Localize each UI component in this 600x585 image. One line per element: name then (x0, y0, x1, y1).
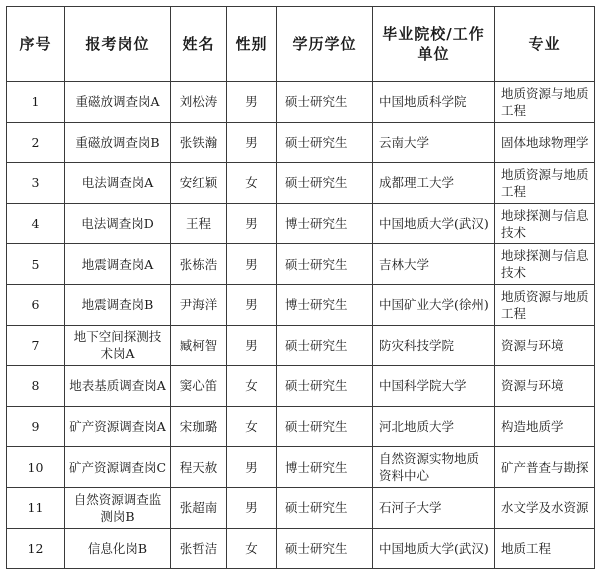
gender-cell: 男 (227, 284, 277, 325)
name-cell: 宋珈璐 (171, 406, 227, 447)
header-school: 毕业院校/工作单位 (373, 7, 495, 82)
table-body (7, 82, 595, 569)
major-cell: 资源与环境 (495, 325, 595, 366)
degree-cell: 硕士研究生 (277, 82, 373, 123)
row-number: 8 (7, 366, 65, 407)
name-cell: 尹海洋 (171, 284, 227, 325)
position-cell: 矿产资源调查岗A (65, 406, 171, 447)
degree-cell: 硕士研究生 (277, 528, 373, 569)
row-number: 6 (7, 284, 65, 325)
major-cell: 地质资源与地质工程 (495, 82, 595, 123)
gender-cell: 男 (227, 122, 277, 163)
table-row (7, 528, 595, 569)
degree-cell: 博士研究生 (277, 203, 373, 244)
position-cell: 自然资源调查监测岗B (65, 487, 171, 528)
gender-cell: 男 (227, 82, 277, 123)
degree-cell: 博士研究生 (277, 447, 373, 488)
major-cell: 地质资源与地质工程 (495, 163, 595, 204)
gender-cell: 女 (227, 406, 277, 447)
major-cell: 地球探测与信息技术 (495, 203, 595, 244)
header-no: 序号 (7, 7, 65, 82)
position-cell: 电法调查岗D (65, 203, 171, 244)
row-number: 5 (7, 244, 65, 285)
table-row (7, 487, 595, 528)
gender-cell: 女 (227, 528, 277, 569)
table-row (7, 203, 595, 244)
position-cell: 重磁放调查岗B (65, 122, 171, 163)
major-cell: 构造地质学 (495, 406, 595, 447)
table-row (7, 325, 595, 366)
major-cell: 资源与环境 (495, 366, 595, 407)
gender-cell: 男 (227, 487, 277, 528)
position-cell: 地震调查岗A (65, 244, 171, 285)
school-cell: 中国地质大学(武汉) (373, 203, 495, 244)
position-cell: 地下空间探测技术岗A (65, 325, 171, 366)
header-major: 专业 (495, 7, 595, 82)
degree-cell: 博士研究生 (277, 284, 373, 325)
degree-cell: 硕士研究生 (277, 406, 373, 447)
major-cell: 矿产普查与勘探 (495, 447, 595, 488)
name-cell: 张铁瀚 (171, 122, 227, 163)
table-row (7, 284, 595, 325)
school-cell: 中国地质科学院 (373, 82, 495, 123)
row-number: 11 (7, 487, 65, 528)
header-row (7, 7, 595, 82)
row-number: 3 (7, 163, 65, 204)
gender-cell: 女 (227, 163, 277, 204)
name-cell: 程天赦 (171, 447, 227, 488)
degree-cell: 硕士研究生 (277, 487, 373, 528)
table-row (7, 406, 595, 447)
row-number: 1 (7, 82, 65, 123)
degree-cell: 硕士研究生 (277, 366, 373, 407)
gender-cell: 男 (227, 325, 277, 366)
degree-cell: 硕士研究生 (277, 163, 373, 204)
school-cell: 吉林大学 (373, 244, 495, 285)
name-cell: 安红颖 (171, 163, 227, 204)
name-cell: 窦心笛 (171, 366, 227, 407)
major-cell: 地球探测与信息技术 (495, 244, 595, 285)
header-post: 报考岗位 (65, 7, 171, 82)
major-cell: 固体地球物理学 (495, 122, 595, 163)
major-cell: 水文学及水资源 (495, 487, 595, 528)
position-cell: 地震调查岗B (65, 284, 171, 325)
table-row (7, 244, 595, 285)
position-cell: 地表基质调查岗A (65, 366, 171, 407)
table-row (7, 447, 595, 488)
position-cell: 重磁放调查岗A (65, 82, 171, 123)
name-cell: 刘松涛 (171, 82, 227, 123)
row-number: 4 (7, 203, 65, 244)
gender-cell: 男 (227, 447, 277, 488)
table-row (7, 122, 595, 163)
header-name: 姓名 (171, 7, 227, 82)
candidate-table (6, 6, 595, 569)
row-number: 12 (7, 528, 65, 569)
major-cell: 地质资源与地质工程 (495, 284, 595, 325)
name-cell: 王程 (171, 203, 227, 244)
row-number: 9 (7, 406, 65, 447)
school-cell: 防灾科技学院 (373, 325, 495, 366)
school-cell: 河北地质大学 (373, 406, 495, 447)
gender-cell: 男 (227, 203, 277, 244)
name-cell: 张超南 (171, 487, 227, 528)
table-header (7, 7, 595, 82)
row-number: 7 (7, 325, 65, 366)
position-cell: 信息化岗B (65, 528, 171, 569)
school-cell: 中国矿业大学(徐州) (373, 284, 495, 325)
major-cell: 地质工程 (495, 528, 595, 569)
school-cell: 石河子大学 (373, 487, 495, 528)
school-cell: 云南大学 (373, 122, 495, 163)
row-number: 2 (7, 122, 65, 163)
degree-cell: 硕士研究生 (277, 325, 373, 366)
name-cell: 张哲洁 (171, 528, 227, 569)
position-cell: 电法调查岗A (65, 163, 171, 204)
table-row (7, 163, 595, 204)
position-cell: 矿产资源调查岗C (65, 447, 171, 488)
school-cell: 成都理工大学 (373, 163, 495, 204)
degree-cell: 硕士研究生 (277, 244, 373, 285)
header-degree: 学历学位 (277, 7, 373, 82)
name-cell: 张栋浩 (171, 244, 227, 285)
school-cell: 中国地质大学(武汉) (373, 528, 495, 569)
degree-cell: 硕士研究生 (277, 122, 373, 163)
school-cell: 自然资源实物地质资料中心 (373, 447, 495, 488)
gender-cell: 女 (227, 366, 277, 407)
table-row (7, 366, 595, 407)
header-gender: 性别 (227, 7, 277, 82)
school-cell: 中国科学院大学 (373, 366, 495, 407)
row-number: 10 (7, 447, 65, 488)
name-cell: 臧柯智 (171, 325, 227, 366)
table-row (7, 82, 595, 123)
gender-cell: 男 (227, 244, 277, 285)
